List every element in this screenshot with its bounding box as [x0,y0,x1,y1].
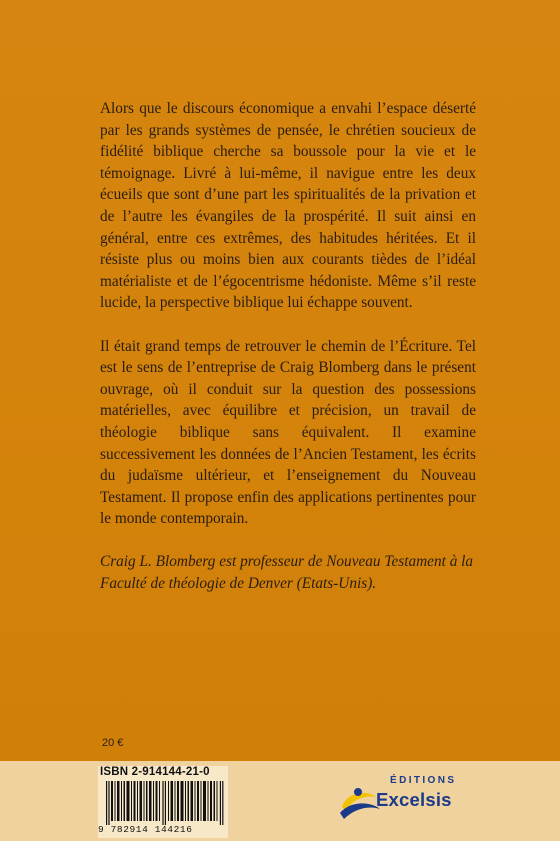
publisher-name: Excelsis [376,789,452,810]
publisher-logo [336,773,486,831]
isbn-label: ISBN 2-914144-21-0 [100,766,210,778]
price-label: 20 € [102,737,124,749]
author-bio: Craig L. Blomberg est professeur de Nouveau Testament à la Faculté de théologie de Denver (Etats-Unis). [100,553,474,593]
blurb-paragraph-1: Alors que le discours économique a envahi l’espace déserté par les grands systèmes de pensée, le chrétien soucieux de fidélité biblique cherche sa boussole pour la vie et le témoignage. Livré à lui-même, il navigue entre les deux écueils que sont d’une part les spiritualités de la privation et de l’autre les évangiles de la prospérité. Il suit ainsi en général, entre ces extrêmes, des habitudes héritées. Et il résiste plus ou moins bien aux courants tièdes de l’idéal matérialiste et de l’égocentrisme hédoniste. Même s’il reste lucide, la perspective biblique lui échappe souvent. [100,100,476,312]
publisher-line-1: ÉDITIONS [390,775,457,786]
blurb-text [100,98,476,616]
blurb-paragraph-2: Il était grand temps de retrouver le chemin de l’Écriture. Tel est le sens de l’entreprise de Craig Blomberg dans le présent ouvrage, où il conduit sur la question des possessions matérielles, avec équilibre et précision, un travail de théologie biblique sans équivalent. Il examine successivement les données de l’Ancien Testament, les écrits du judaïsme ultérieur, et l’enseignement du Nouveau Testament. Il propose enfin des applications pertinentes pour le monde contemporain. [100,337,476,528]
barcode-digits: 9 782914 144216 [98,824,193,835]
barcode-graphic [106,781,224,825]
